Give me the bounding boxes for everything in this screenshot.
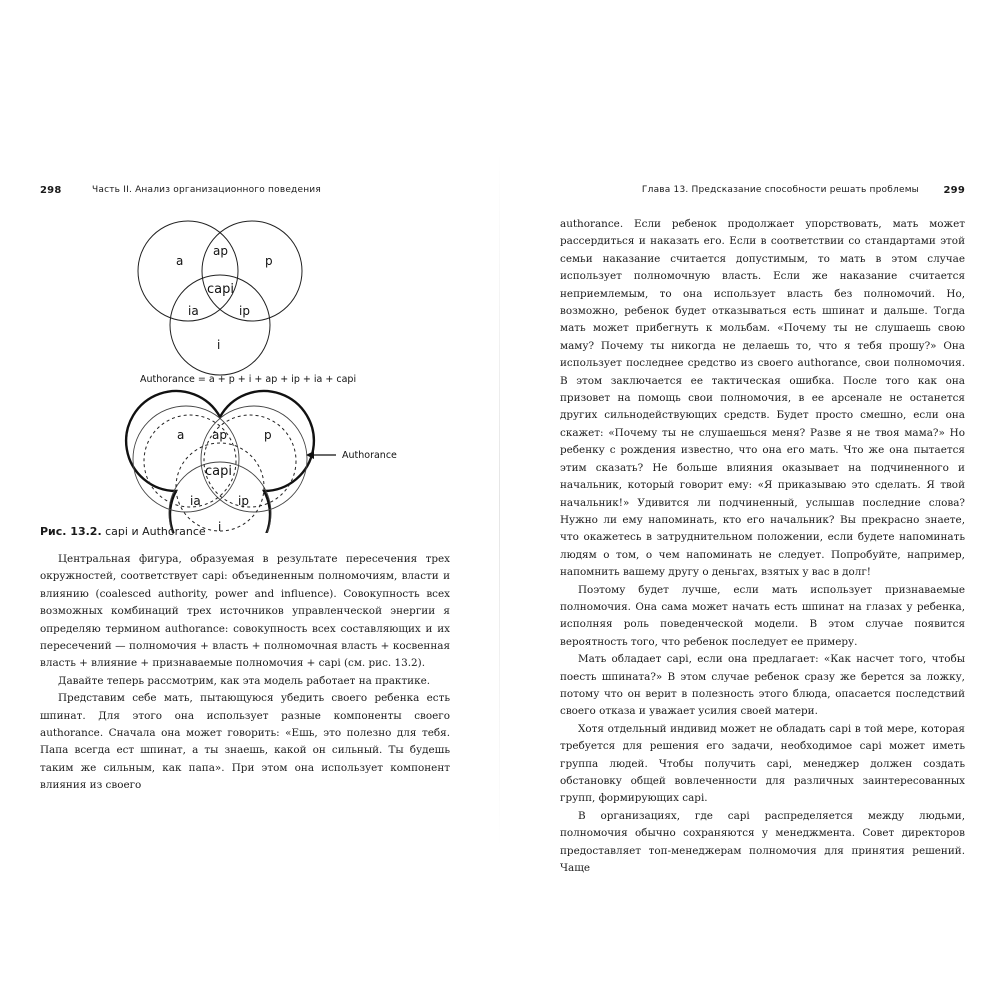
- authorance-formula: Authorance = a + p + i + ap + ip + ia + capi: [140, 374, 357, 385]
- circle-p: [202, 221, 302, 321]
- caption-number: Рис. 13.2.: [40, 525, 102, 538]
- venn-bottom-label-ia: ia: [190, 494, 201, 508]
- page-number: 298: [40, 185, 62, 196]
- venn-diagrams: [40, 213, 450, 533]
- venn-bottom-label-ip: ip: [238, 494, 249, 508]
- caption-text: capi и Authorance: [105, 525, 206, 538]
- paragraph: Поэтому будет лучше, если мать использует признаваемые полномочия. Она сама может начать есть шпинат на глазах у ребенка, исполняя роль поведенческой модели. В этом случае появится вероятность того, что ребенок последует ее примеру.: [560, 583, 965, 648]
- figure-13-2: [40, 213, 450, 533]
- left-body-text: [40, 551, 450, 795]
- right-page-header: [560, 185, 965, 201]
- venn-top-label-ip: ip: [239, 304, 250, 318]
- venn-bottom-label-p: p: [264, 428, 272, 442]
- page-number: 299: [943, 185, 965, 196]
- paragraph: Давайте теперь рассмотрим, как эта модель работает на практике.: [58, 674, 431, 687]
- paragraph: authorance. Если ребенок продолжает упорствовать, мать может рассердиться и наказать его. Если в соответствии со стандартами этой семьи наказание считается допустимым, то мать в этом случае использует полномочную власть. Если же наказание считается неприемлемым, то она использует власть без полномочий. Но, возможно, ребенок будет отказываться есть шпинат и дальше. Тогда мать может прибегнуть к мольбам. «Почему ты не слушаешь свою маму? Почему ты никогда не делаешь то, что я тебя прошу?» Она использует последнее средство из своего authorance, свои полномочия. В этом заключается ее тактическая ошибка. После того как она призовет на помощь свои полномочия, в ее арсенале не останется других сильнодействующих средств. Будет просто смешно, если она скажет: «Почему ты не слушаешься меня? Разве я не твоя мама?» Но ребенку с рождения известно, что она его мать. Что же она пытается этим сказать? Не больше влияния оказывает на подчиненного и начальник, который говорит ему: «Я приказываю это сделать. Я твой начальник!» Удивится ли подчиненный, услышав последние слова? Нужно ли ему напоминать, кто его начальник? Вы прекрасно знаете, что окажетесь в затруднительном положении, если будете напоминать людям о том, о чем напоминать не следует. Попробуйте, например, напомнить вашему другу о деньгах, взятых у вас в долг!: [560, 218, 965, 579]
- paragraph: Представим себе мать, пытающуюся убедить своего ребенка есть шпинат. Для этого она использует разные компоненты своего authorance. Сначала она может говорить: «Ешь, это полезно для тебя. Папа всегда ест шпинат, а ты знаешь, какой он сильный. Ты будешь таким же сильным, как папа». При этом она использует компонент влияния из своего: [40, 692, 450, 792]
- dashed-circle-i: [176, 443, 264, 531]
- paragraph: Хотя отдельный индивид может не обладать capi в той мере, которая требуется для решения его задачи, необходимое capi может иметь группа людей. Чтобы получить capi, менеджер должен создать обстановку общей вовлеченности для различных заинтересованных групп, формирующих capi.: [560, 722, 965, 805]
- running-title: Глава 13. Предсказание способности решать проблемы: [641, 185, 919, 195]
- outer-echo-p: [201, 406, 307, 512]
- paragraph: В организациях, где capi распределяется между людьми, полномочия обычно сохраняются у менеджмента. Совет директоров предоставляет топ-менеджерам полномочия для принятия решений. Чаще: [560, 809, 965, 875]
- bottom-venn: [126, 391, 314, 533]
- venn-bottom-label-a: a: [177, 428, 185, 442]
- venn-bottom-label-ap: ap: [212, 428, 227, 442]
- venn-top-label-ia: ia: [188, 304, 199, 318]
- paragraph: Центральная фигура, образуемая в результате пересечения трех окружностей, соответствует capi: объединенным полномочиям, власти и влиянию (coalesced authority, power and influence). Совокупность всех возможных комбинаций трех источников управленческой энергии я определяю термином authorance: совокупность всех составляющих и их пересечений — полномочия + власть + полномочная власть + косвенная власть + влияние + признаваемые полномочия + capi (см. рис. 13.2).: [40, 553, 450, 670]
- book-gutter: [499, 150, 500, 850]
- venn-top-label-a: a: [176, 254, 184, 268]
- paragraph: Мать обладает capi, если она предлагает: «Как насчет того, чтобы поесть шпината?» В этом случае ребенок сразу же берется за ложку, потому что он верит в полезность этого блюда, опасается последствий своего отказа и уважает усилия своей матери.: [560, 653, 965, 718]
- right-body-text: [560, 216, 965, 877]
- figure-caption: [40, 525, 206, 538]
- venn-top-label-i: i: [217, 338, 221, 352]
- running-title: Часть II. Анализ организационного поведения: [92, 185, 321, 195]
- venn-top-label-p: p: [265, 254, 273, 268]
- venn-bottom-label-i: i: [218, 520, 222, 533]
- arrow-label: Authorance: [342, 450, 397, 461]
- venn-top-label-ap: ap: [213, 244, 228, 258]
- venn-bottom-label-capi: capi: [205, 464, 232, 479]
- left-page-header: [40, 185, 450, 201]
- venn-top-label-capi: capi: [207, 282, 234, 297]
